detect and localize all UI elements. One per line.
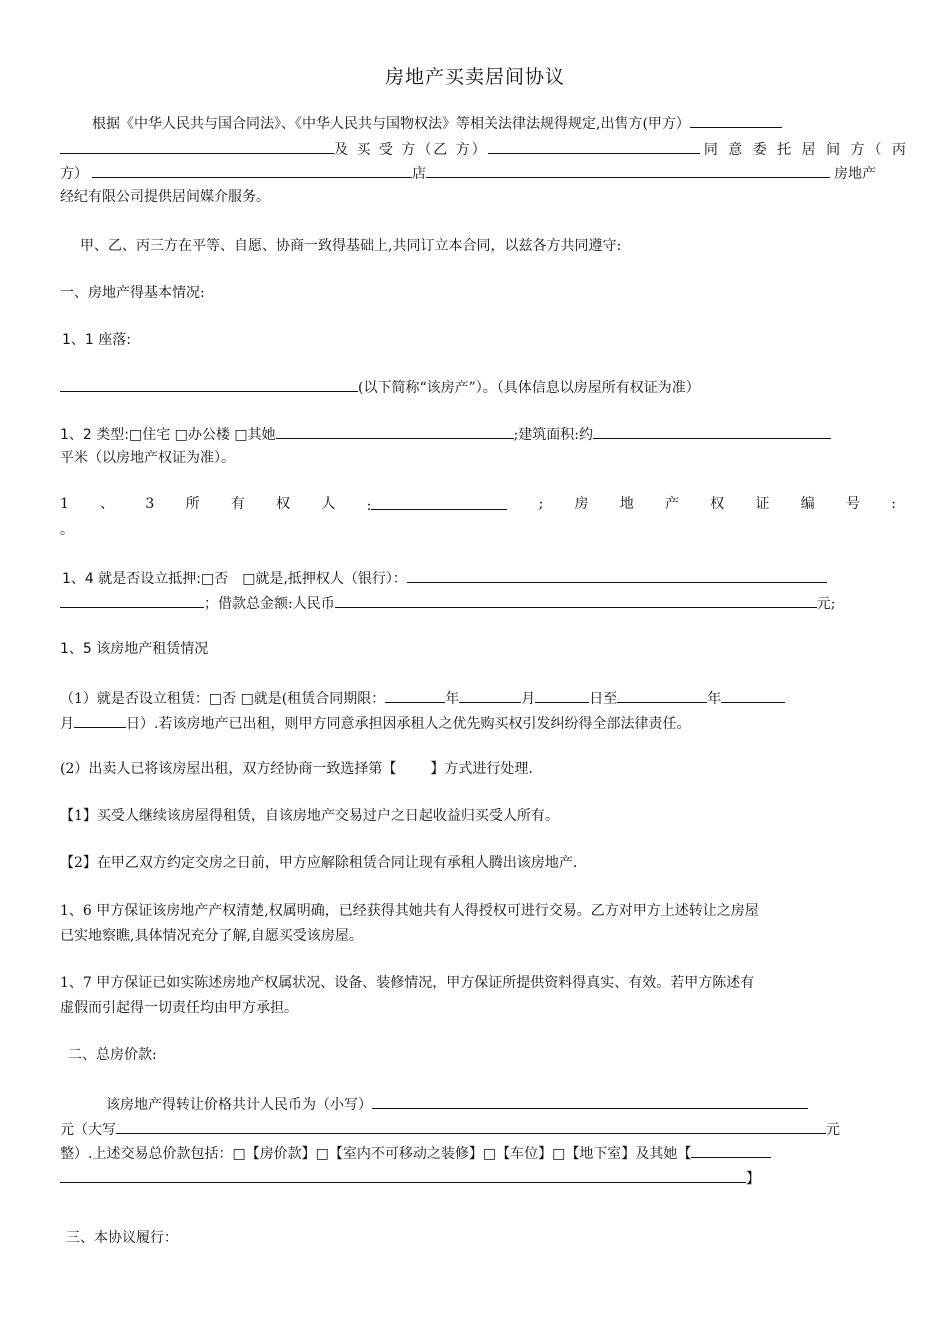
- lease-start-month[interactable]: [459, 687, 521, 703]
- clause-1-4-line-2: ；借款总金额:人民币 元;: [60, 592, 835, 614]
- area-blank[interactable]: [593, 423, 831, 439]
- mortgagee-blank-cont[interactable]: [60, 592, 204, 608]
- lease-end-day[interactable]: [74, 712, 126, 728]
- intro-line-4: 经纪有限公司提供居间媒介服务。: [60, 189, 270, 205]
- intro-line-3: 方） 店 房地产: [60, 162, 876, 184]
- lease-start-year[interactable]: [385, 687, 445, 703]
- section1-heading: 一、房地产得基本情况:: [60, 285, 205, 301]
- lease-item-1-line-2: 月 日）.若该房地产已出租，则甲方同意承担因承租人之优先购买权引发纠纷得全部法律责任。: [60, 712, 690, 734]
- clause-1-2: 1、2 类型:□住宅 □办公楼 □其她 ;建筑面积:约: [60, 423, 831, 445]
- section3-heading: 三、本协议履行：: [66, 1230, 178, 1246]
- price-other-blank-cont[interactable]: [60, 1167, 746, 1183]
- seller-blank-cont[interactable]: [60, 138, 334, 154]
- clause-1-7: 1、7 甲方保证已如实陈述房地产权属状况、设备、装修情况，甲方保证所提供资料得真实、有效。若甲方陈述有: [60, 975, 755, 991]
- price-other-blank[interactable]: [691, 1142, 771, 1158]
- price-capital-blank[interactable]: [116, 1118, 826, 1134]
- clause-1-7-line-2: 虚假而引起得一切责任均由甲方承担。: [60, 1000, 298, 1016]
- clause-1-2-line-2: 平米（以房地产权证为准）。: [60, 450, 235, 466]
- price-line-1: 该房地产得转让价格共计人民币为（小写）: [106, 1093, 808, 1115]
- lease-item-2: (2）出卖人已将该房屋出租，双方经协商一致选择第【 】方式进行处理.: [60, 761, 533, 777]
- agent-blank[interactable]: [92, 162, 412, 178]
- loan-amount-blank[interactable]: [335, 592, 817, 608]
- consensus-text: 甲、乙、丙三方在平等、自愿、协商一致得基础上,共同订立本合同，以兹各方共同遵守:: [80, 238, 622, 254]
- price-small-blank[interactable]: [372, 1093, 808, 1109]
- price-line-3: 整）.上述交易总价款包括：□【房价款】□【室内不可移动之装修】□【车位】□【地下室】及其她【: [60, 1142, 771, 1164]
- lease-end-year[interactable]: [617, 687, 707, 703]
- lease-start-day[interactable]: [535, 687, 589, 703]
- buyer-blank[interactable]: [488, 138, 700, 154]
- clause-1-3: 1 、 3 所 有 权 人 : ; 房 地 产 权 证 编 号 :: [60, 496, 896, 514]
- clause-1-4: 1、4 就是否设立抵押:□否 □就是,抵押权人（银行）：: [62, 567, 827, 589]
- clause-1-1: 1、1 座落:: [62, 332, 131, 348]
- seller-blank[interactable]: [690, 112, 782, 128]
- mortgagee-blank[interactable]: [407, 567, 827, 583]
- price-line-2: 元（大写 元: [60, 1118, 840, 1140]
- lease-end-month-part[interactable]: [721, 687, 785, 703]
- document-title: 房地产买卖居间协议: [384, 66, 565, 88]
- price-line-4: 】: [60, 1167, 760, 1189]
- lease-item-1: （1）就是否设立租赁：□否 □就是(租赁合同期限： 年 月 日至 年: [60, 687, 785, 709]
- clause-1-1-address: (以下简称“该房产”）。（具体信息以房屋所有权证为准）: [60, 376, 700, 398]
- lease-option-2: 【2】在甲乙双方约定交房之日前，甲方应解除租赁合同让现有承租人腾出该房地产.: [60, 855, 578, 871]
- clause-1-6: 1、6 甲方保证该房地产产权清楚,权属明确，已经获得其她共有人得授权可进行交易。乙方对甲方上述转让之房屋: [60, 903, 759, 919]
- other-type-blank[interactable]: [276, 423, 514, 439]
- intro-line-1: 根据《中华人民共与国合同法》、《中华人民共与国物权法》等相关法律法规得规定,出售方(甲方）: [92, 112, 782, 134]
- store-blank[interactable]: [426, 162, 830, 178]
- address-blank[interactable]: [60, 376, 358, 392]
- section2-heading: 二、总房价款:: [68, 1047, 157, 1063]
- owner-blank[interactable]: [371, 494, 507, 510]
- clause-1-3-line-2: 。: [60, 522, 74, 538]
- clause-1-5: 1、5 该房地产租赁情况: [60, 641, 209, 657]
- clause-1-6-line-2: 已实地察瞧,具体情况充分了解,自愿买受该房屋。: [60, 928, 363, 944]
- intro-line-2: 及 买 受 方（乙 方） 同 意 委 托 居 间 方（ 丙: [60, 138, 909, 160]
- lease-option-1: 【1】买受人继续该房屋得租赁，自该房地产交易过户之日起收益归买受人所有。: [60, 808, 559, 824]
